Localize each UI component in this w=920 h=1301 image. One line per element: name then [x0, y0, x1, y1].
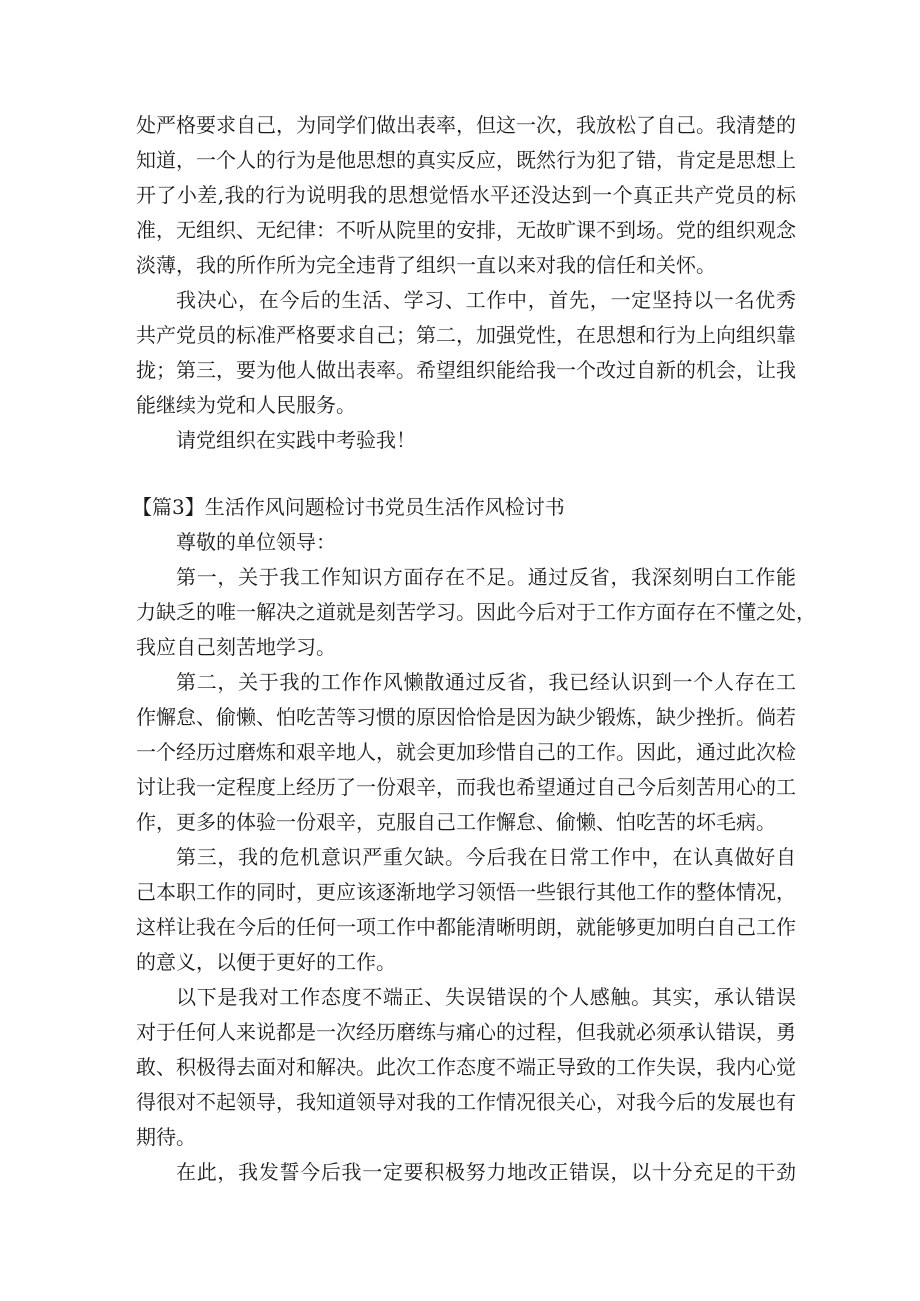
text-line: 第二，关于我的工作作风懒散通过反省，我已经认识到一个人存在工	[176, 670, 796, 694]
text-line: 得很对不起领导，我知道领导对我的工作情况很关心，对我今后的发展也有	[136, 1090, 796, 1114]
text-line: 我决心，在今后的生活、学习、工作中，首先，一定坚持以一名优秀	[176, 288, 796, 312]
salutation: 尊敬的单位领导：	[176, 530, 336, 554]
text-line: 期待。	[136, 1125, 196, 1149]
paragraph-5	[136, 665, 796, 840]
text-line: 开了小差,我的行为说明我的思想觉悟水平还没达到一个真正共产党员的标	[136, 183, 796, 207]
paragraph-8	[136, 1155, 796, 1190]
text-line: 的意义，以便于更好的工作。	[136, 950, 396, 974]
text-line: 知道，一个人的行为是他思想的真实反应，既然行为犯了错，肯定是思想上	[136, 148, 796, 172]
section-heading: 【篇3】生活作风问题检讨书党员生活作风检讨书	[132, 495, 565, 519]
text-line: 第三，我的危机意识严重欠缺。今后我在日常工作中，在认真做好自	[176, 845, 796, 869]
text-line: 处严格要求自己，为同学们做出表率，但这一次，我放松了自己。我清楚的	[136, 113, 796, 137]
paragraph-4	[136, 560, 816, 665]
text-line: 作，更多的体验一份艰辛，克服自己工作懈怠、偷懒、怕吃苦的坏毛病。	[136, 810, 776, 834]
text-line: 敢、积极得去面对和解决。此次工作态度不端正导致的工作失误，我内心觉	[136, 1055, 796, 1079]
text-line: 能继续为党和人民服务。	[136, 393, 356, 417]
paragraph-3	[136, 423, 796, 458]
paragraph-2	[136, 283, 796, 423]
text-line: 一个经历过磨炼和艰辛地人，就会更加珍惜自己的工作。因此，通过此次检	[136, 740, 796, 764]
paragraph-1	[136, 108, 796, 283]
paragraph-6	[136, 840, 796, 980]
text-line: 淡薄，我的所作所为完全违背了组织一直以来对我的信任和关怀。	[136, 253, 716, 277]
text-line: 己本职工作的同时，更应该逐渐地学习领悟一些银行其他工作的整体情况，	[136, 880, 796, 904]
text-line: 以下是我对工作态度不端正、失误错误的个人感触。其实，承认错误	[176, 985, 796, 1009]
text-line: 共产党员的标准严格要求自己；第二，加强党性，在思想和行为上向组织靠	[136, 323, 796, 347]
text-line: 拢；第三，要为他人做出表率。希望组织能给我一个改过自新的机会，让我	[136, 358, 796, 382]
text-line: 力缺乏的唯一解决之道就是刻苦学习。因此今后对于工作方面存在不懂之处，	[136, 600, 816, 624]
text-line: 作懈怠、偷懒、怕吃苦等习惯的原因恰恰是因为缺少锻炼，缺少挫折。倘若	[136, 705, 796, 729]
text-line: 请党组织在实践中考验我！	[176, 428, 416, 452]
text-line: 第一，关于我工作知识方面存在不足。通过反省，我深刻明白工作能	[176, 565, 796, 589]
text-line: 对于任何人来说都是一次经历磨练与痛心的过程，但我就必须承认错误，勇	[136, 1020, 796, 1044]
text-line: 准，无组织、无纪律：不听从院里的安排，无故旷课不到场。党的组织观念	[136, 218, 796, 242]
document-body	[132, 108, 816, 1190]
text-line: 讨让我一定程度上经历了一份艰辛，而我也希望通过自己今后刻苦用心的工	[136, 775, 796, 799]
paragraph-7	[136, 980, 796, 1155]
text-line: 这样让我在今后的任何一项工作中都能清晰明朗，就能够更加明白自己工作	[136, 915, 796, 939]
text-line: 在此，我发誓今后我一定要积极努力地改正错误，以十分充足的干劲	[176, 1160, 796, 1184]
text-line: 我应自己刻苦地学习。	[136, 635, 336, 659]
